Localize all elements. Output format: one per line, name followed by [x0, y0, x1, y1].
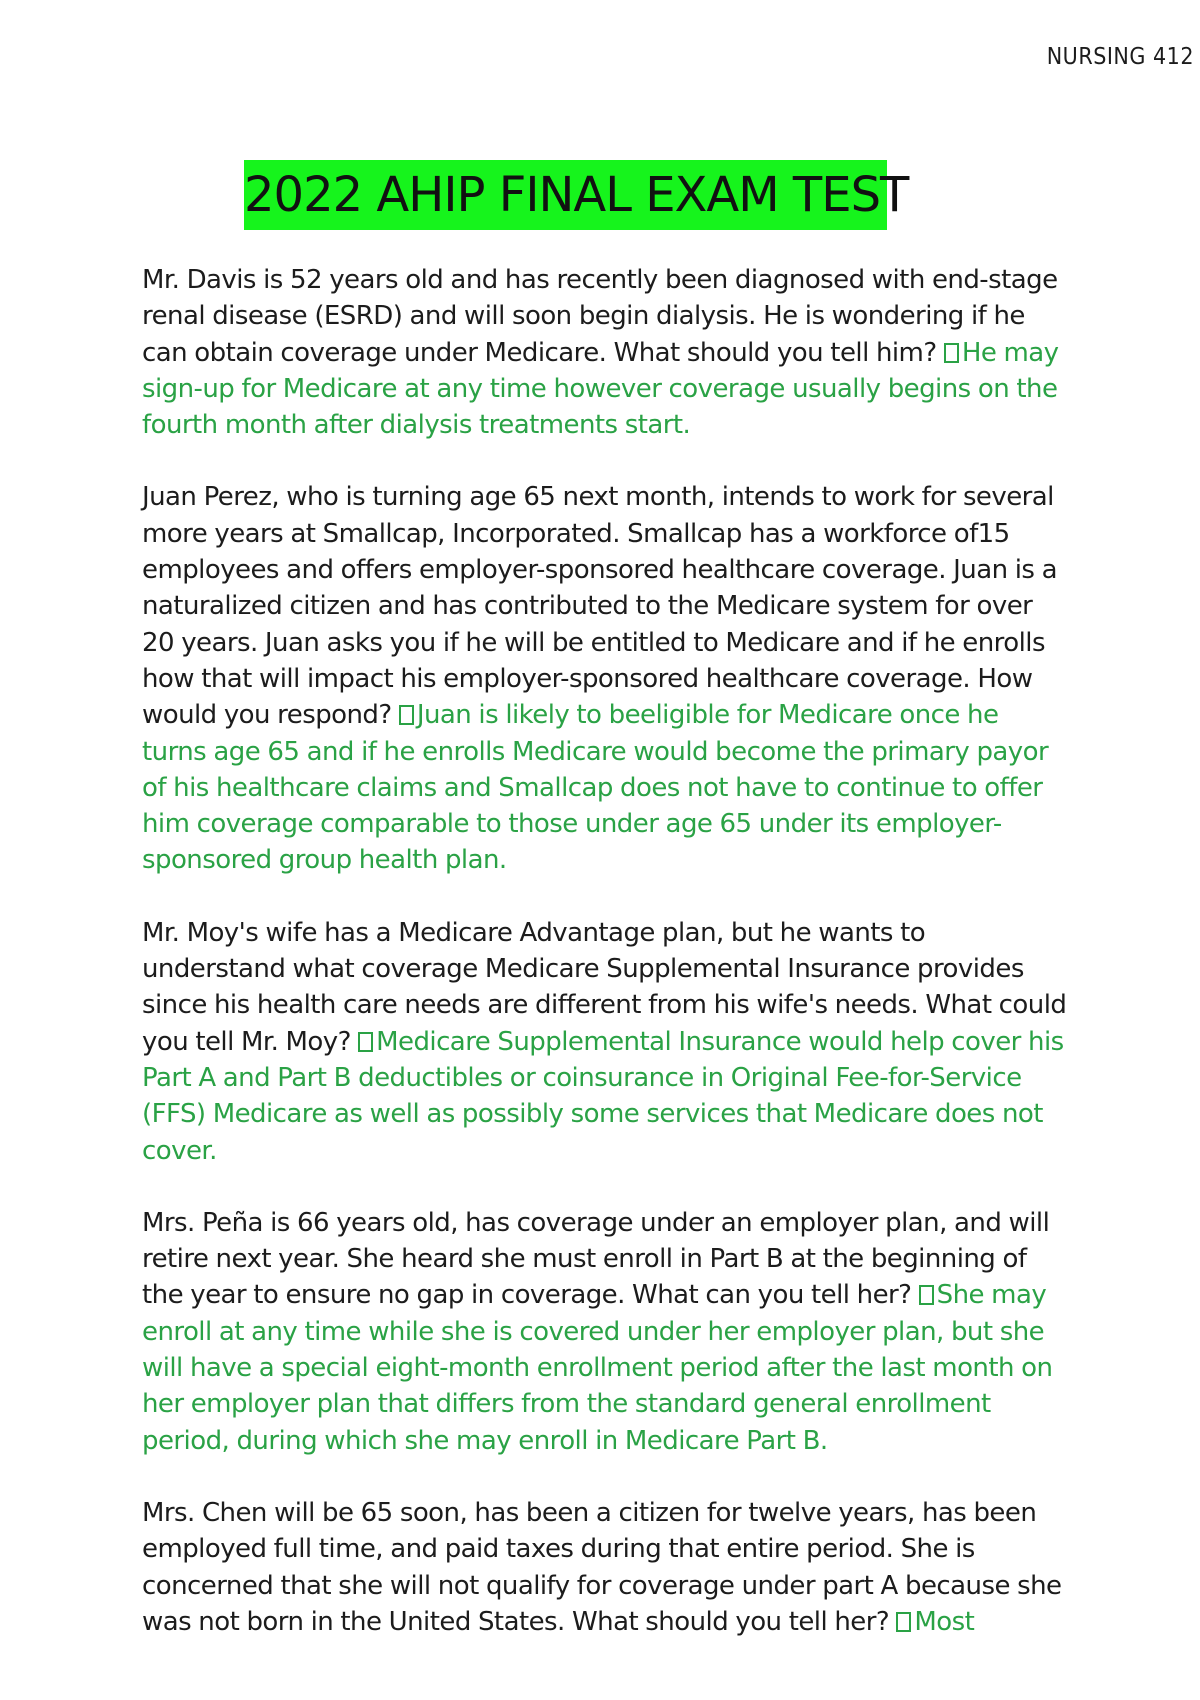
qa-item: [142, 1495, 1067, 1640]
qa-item: [142, 479, 1067, 878]
answer-marker-icon: [399, 705, 414, 725]
qa-list: [142, 262, 1067, 1676]
question-text: Mr. Davis is 52 years old and has recently been diagnosed with end-stage renal disease (ESRD) and will soon begin dialysis. He is wondering if he can obtain coverage under Medicare. What should you tell him?: [142, 265, 1058, 368]
question-text: Juan Perez, who is turning age 65 next month, intends to work for several more years at Smallcap, Incorporated. Smallcap has a workforce of15 employees and offers employer-sponsored healthcare coverage. Juan is a naturalized citizen and has contributed to the Medicare system for over 20 years. Juan asks you if he will be entitled to Medicare and if he enrolls how that will impact his employer-sponsored healthcare coverage. How would you respond?: [142, 482, 1057, 731]
qa-item: [142, 262, 1067, 443]
document-title: 2022 AHIP FINAL EXAM TEST: [244, 160, 887, 230]
answer-marker-icon: [944, 343, 959, 363]
question-text: Mrs. Peña is 66 years old, has coverage under an employer plan, and will retire next year. She heard she must enroll in Part B at the beginning of the year to ensure no gap in coverage. What can you tell her?: [142, 1207, 1050, 1311]
course-label: NURSING 412: [1046, 44, 1194, 70]
qa-item: [142, 915, 1067, 1169]
answer-text: [896, 1607, 974, 1637]
answer-content: Juan is likely to beeligible for Medicare once he turns age 65 and if he enrolls Medicare would become the primary payor of his healthcare claims and Smallcap does not have to continue to offer him coverage comparable to those under age 65 under its employer-sponsored group health plan.: [142, 700, 1049, 876]
answer-marker-icon: [919, 1285, 934, 1305]
qa-item: [142, 1205, 1067, 1459]
answer-marker-icon: [358, 1032, 373, 1052]
answer-content: He may sign-up for Medicare at any time however coverage usually begins on the fourth month after dialysis treatments start.: [142, 337, 1059, 441]
question-text: Mrs. Chen will be 65 soon, has been a citizen for twelve years, has been employed full time, and paid taxes during that entire period. She is concerned that she will not qualify for coverage under part A because she was not born in the United States. What should you tell her?: [142, 1497, 1062, 1637]
answer-marker-icon: [896, 1612, 911, 1632]
answer-content: Most: [914, 1606, 975, 1637]
answer-content: She may enroll at any time while she is covered under her employer plan, but she will have a special eight-month enrollment period after the last month on her employer plan that differs from the standard general enrollment period, during which she may enroll in Medicare Part B.: [142, 1280, 1053, 1456]
answer-content: Medicare Supplemental Insurance would help cover his Part A and Part B deductibles or coinsurance in Original Fee-for-Service (FFS) Medicare as well as possibly some services that Medicare does not cover.: [142, 1026, 1064, 1166]
question-text: Mr. Moy's wife has a Medicare Advantage plan, but he wants to understand what coverage Medicare Supplemental Insurance provides since his health care needs are different from his wife's needs. What could you tell Mr. Moy?: [142, 917, 1067, 1057]
